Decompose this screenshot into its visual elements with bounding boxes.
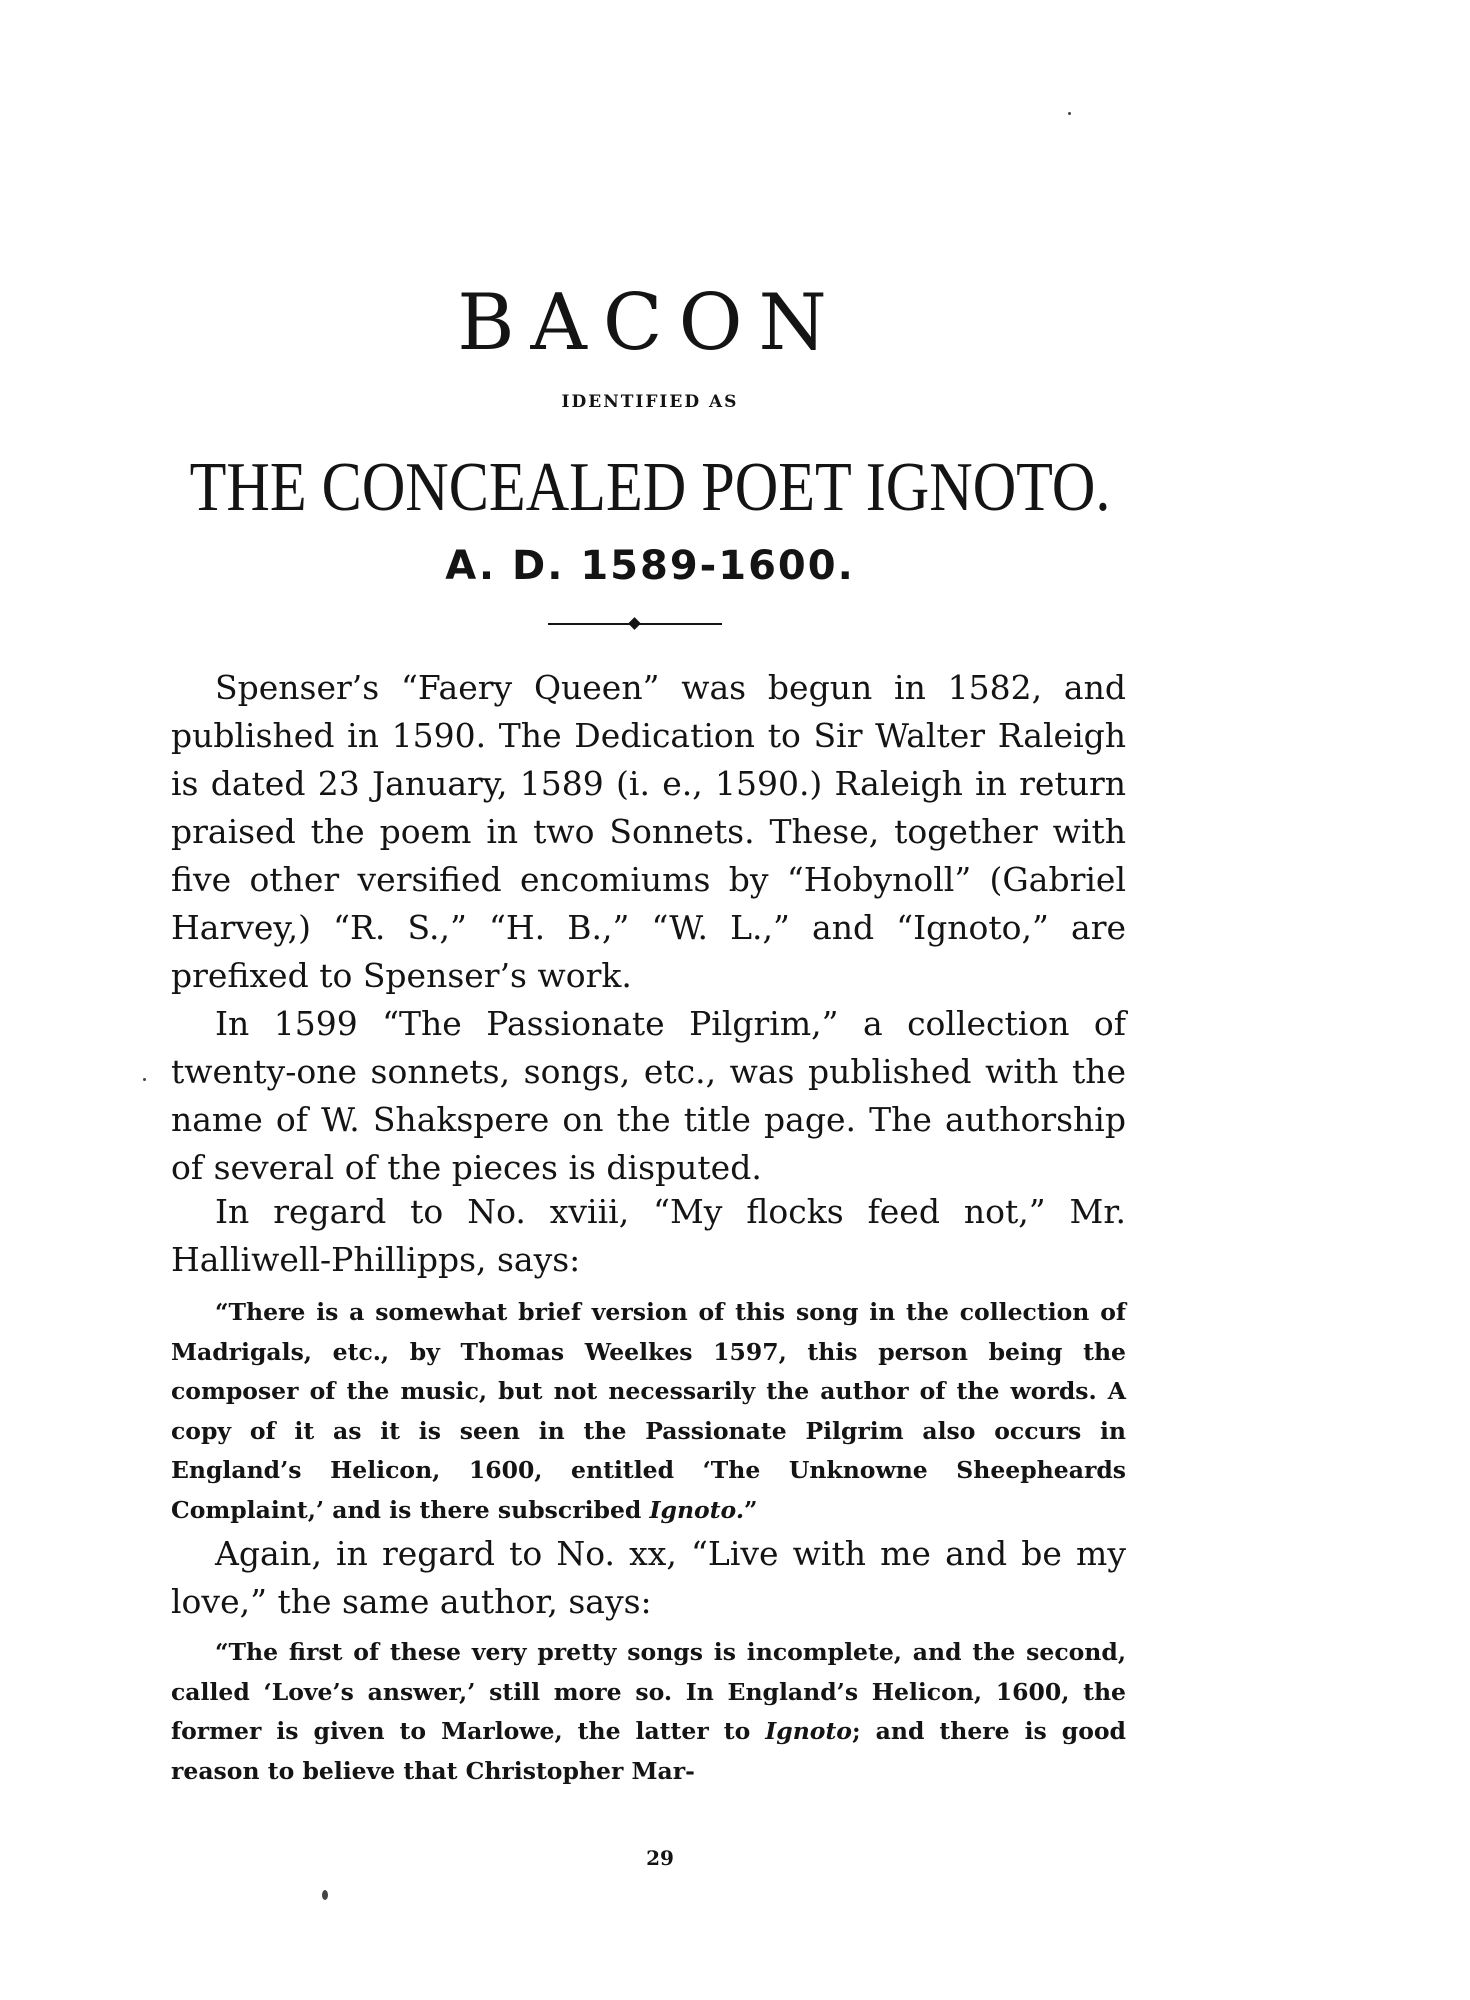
quote-2-italic: Ignoto — [765, 1717, 852, 1745]
rule-diamond-ornament — [628, 617, 641, 630]
paragraph-1: Spenser’s “Faery Queen” was begun in 1582, and published in 1590. The Dedication to Sir Walter Raleigh is dated 23 January, 1589 (i. e., 1590.) Raleigh in return praised the poem in two Sonnets. These, together with five other versified encomiums by “Hobynoll” (Gabriel Harvey,) “R. S.,” “H. B.,” “W. L.,” and “Ignoto,” are prefixed to Spenser’s work. — [171, 668, 1126, 995]
date-range: A. D. 1589-1600. — [445, 543, 855, 589]
paragraph-3: In regard to No. xviii, “My flocks feed not,” Mr. Halliwell-Phillipps, says: — [171, 1192, 1126, 1279]
block-quote-1 — [171, 1293, 1126, 1530]
book-subtitle: THE CONCEALED POET IGNOTO. — [189, 449, 1111, 526]
quote-1-text: “There is a somewhat brief version of this song in the collection of Madrigals, etc., by Thomas Weelkes 1597, this person being the composer of the music, but not necessarily the author of the words. A copy of it as it is seen in the Passionate Pilgrim also occurs in England’s Helicon, 1600, entitled ‘The Unknowne Sheepheards Complaint,’ and is there subscribed — [171, 1298, 1126, 1524]
ink-speck — [322, 1890, 328, 1900]
ink-speck — [1068, 112, 1071, 115]
quote-1-italic: Ignoto. — [649, 1495, 744, 1524]
quote-1-end: ” — [744, 1495, 758, 1524]
ink-speck — [143, 1078, 146, 1081]
identified-as-label: IDENTIFIED AS — [561, 392, 739, 412]
book-title: BACON — [457, 278, 843, 368]
quote-2-text-after: ; and there is good reason to believe that Christopher Mar- — [171, 1717, 1126, 1785]
block-quote-2 — [171, 1633, 1126, 1791]
page-number: 29 — [646, 1846, 674, 1870]
paragraph-2: In 1599 “The Passionate Pilgrim,” a collection of twenty-one sonnets, songs, etc., was published with the name of W. Shakspere on the title page. The authorship of several of the pieces is disputed. — [171, 1004, 1126, 1187]
paragraph-4: Again, in regard to No. xx, “Live with me and be my love,” the same author, says: — [171, 1534, 1126, 1621]
quote-2-text-before: “The first of these very pretty songs is incomplete, and the second, called ‘Love’s answer,’ still more so. In England’s Helicon, 1600, the former is given to Marlowe, the latter to — [171, 1638, 1126, 1745]
